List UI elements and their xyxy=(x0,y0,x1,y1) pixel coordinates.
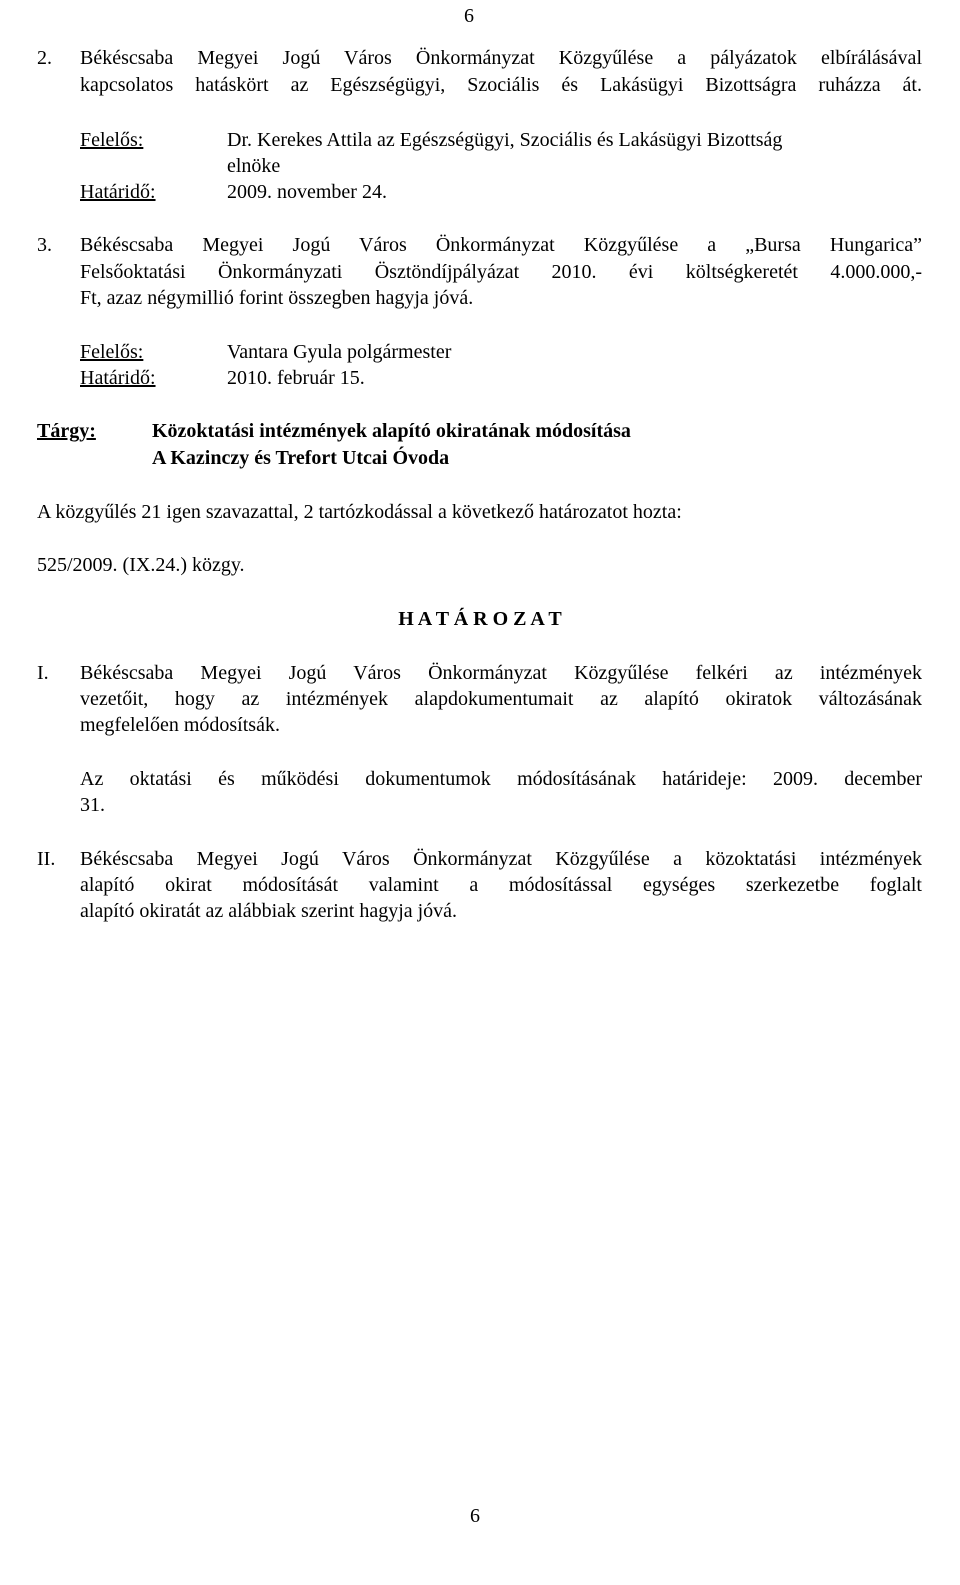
item3-responsible-label: Felelős: xyxy=(80,341,144,363)
item2-deadline-value: 2009. november 24. xyxy=(227,181,387,203)
section1-deadline-line2: 31. xyxy=(80,794,105,816)
subject-label: Tárgy: xyxy=(37,420,96,442)
section2-line3: alapító okiratát az alábbiak szerint hagyja jóvá. xyxy=(80,900,458,922)
item2-line1: Békéscsaba Megyei Jogú Város Önkormányzat Közgyűlése a pályázatok elbírálásával xyxy=(80,47,922,69)
item3-responsible-value: Vantara Gyula polgármester xyxy=(227,341,452,363)
section1-line2: vezetőit, hogy az intézmények alapdokumentumait az alapító okiratok változásának xyxy=(80,688,922,710)
item3-line3: Ft, azaz négymillió forint összegben hagyja jóvá. xyxy=(80,287,474,309)
page-number-bottom: 6 xyxy=(470,1505,480,1527)
item2-deadline-label: Határidő: xyxy=(80,181,156,203)
section1-line1: Békéscsaba Megyei Jogú Város Önkormányzat Közgyűlése felkéri az intézmények xyxy=(80,662,922,684)
subject-line1: Közoktatási intézmények alapító okiratának módosítása xyxy=(152,420,631,442)
item2-responsible-line1: Dr. Kerekes Attila az Egészségügyi, Szociális és Lakásügyi Bizottság xyxy=(227,129,783,151)
item2-responsible-line2: elnöke xyxy=(227,155,281,177)
resolution-number: 525/2009. (IX.24.) közgy. xyxy=(37,554,245,576)
item3-line2: Felsőoktatási Önkormányzati Ösztöndíjpályázat 2010. évi költségkeretét 4.000.000,- xyxy=(80,261,922,283)
section2-number: II. xyxy=(37,848,56,870)
subject-line2: A Kazinczy és Trefort Utcai Óvoda xyxy=(152,447,450,469)
section1-deadline-line1: Az oktatási és működési dokumentumok módosításának határideje: 2009. december xyxy=(80,768,922,790)
section1-number: I. xyxy=(37,662,49,684)
item2-number: 2. xyxy=(37,47,52,69)
section2-line1: Békéscsaba Megyei Jogú Város Önkormányzat Közgyűlése a közoktatási intézmények xyxy=(80,848,922,870)
section2-line2: alapító okirat módosítását valamint a módosítással egységes szerkezetbe foglalt xyxy=(80,874,922,896)
section1-line3: megfelelően módosítsák. xyxy=(80,714,280,736)
item3-line1: Békéscsaba Megyei Jogú Város Önkormányzat Közgyűlése a „Bursa Hungarica” xyxy=(80,234,922,256)
page-number-top: 6 xyxy=(464,5,474,27)
item2-line2: kapcsolatos hatáskört az Egészségügyi, Szociális és Lakásügyi Bizottságra ruházza át. xyxy=(80,74,922,96)
vote-text: A közgyűlés 21 igen szavazattal, 2 tartózkodással a következő határozatot hozta: xyxy=(37,501,682,523)
item2-responsible-label: Felelős: xyxy=(80,129,144,151)
resolution-heading: H A T Á R O Z A T xyxy=(398,608,562,630)
item3-number: 3. xyxy=(37,234,52,256)
item3-deadline-label: Határidő: xyxy=(80,367,156,389)
item3-deadline-value: 2010. február 15. xyxy=(227,367,365,389)
